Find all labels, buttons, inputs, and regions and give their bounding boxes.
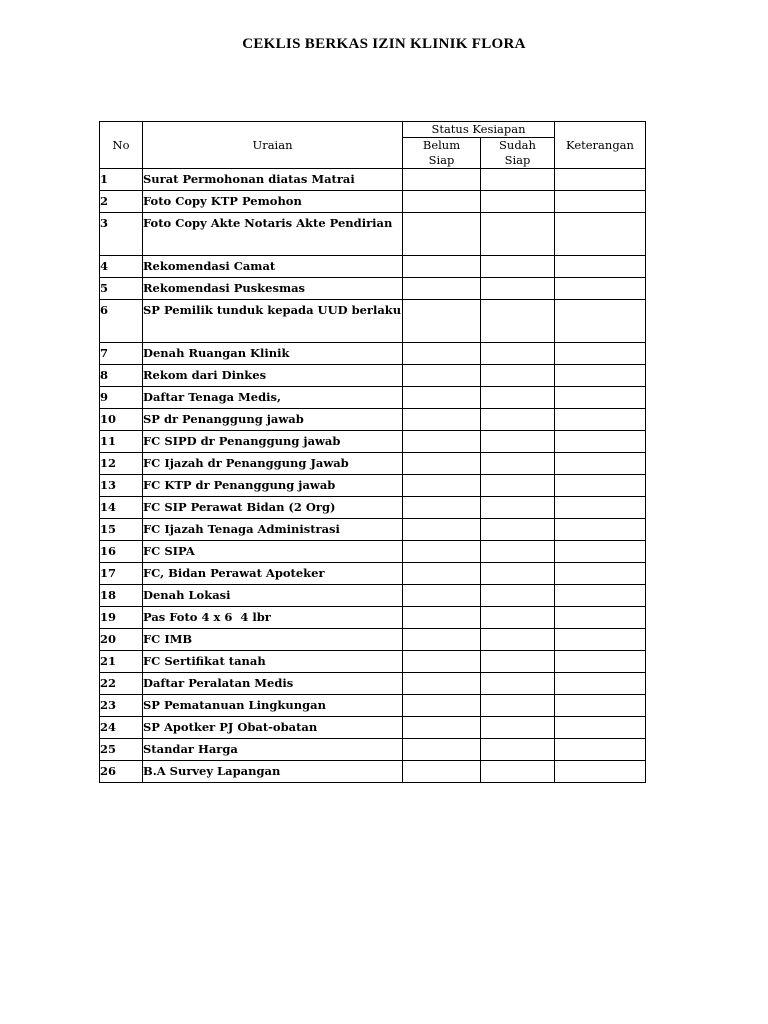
row-number: 2 [100,191,143,213]
keterangan-cell[interactable] [555,541,646,563]
sudah-siap-cell[interactable] [481,673,555,695]
belum-siap-cell[interactable] [403,387,481,409]
row-description: SP Pemilik tunduk kepada UUD berlaku [143,300,403,343]
table-row [100,453,646,475]
sudah-siap-cell[interactable] [481,278,555,300]
sudah-siap-cell[interactable] [481,343,555,365]
belum-siap-cell[interactable] [403,673,481,695]
row-number: 9 [100,387,143,409]
row-description: Daftar Peralatan Medis [143,673,403,695]
table-row [100,739,646,761]
row-number: 3 [100,213,143,256]
belum-siap-cell[interactable] [403,278,481,300]
keterangan-cell[interactable] [555,191,646,213]
belum-siap-cell[interactable] [403,300,481,343]
table-row [100,213,646,256]
belum-siap-cell[interactable] [403,256,481,278]
belum-siap-cell[interactable] [403,453,481,475]
keterangan-cell[interactable] [555,475,646,497]
sudah-siap-cell[interactable] [481,453,555,475]
sudah-siap-cell[interactable] [481,739,555,761]
keterangan-cell[interactable] [555,453,646,475]
row-description: Foto Copy KTP Pemohon [143,191,403,213]
row-description: FC SIPA [143,541,403,563]
row-number: 10 [100,409,143,431]
keterangan-cell[interactable] [555,739,646,761]
checklist-table [99,121,646,783]
keterangan-cell[interactable] [555,365,646,387]
table-row [100,629,646,651]
table-row [100,673,646,695]
table-row [100,191,646,213]
table-row [100,431,646,453]
belum-siap-cell[interactable] [403,629,481,651]
row-description: Denah Lokasi [143,585,403,607]
header-no: No [100,122,143,169]
row-description: FC Ijazah Tenaga Administrasi [143,519,403,541]
sudah-siap-cell[interactable] [481,191,555,213]
belum-siap-cell[interactable] [403,213,481,256]
row-description: Daftar Tenaga Medis, [143,387,403,409]
sudah-siap-cell[interactable] [481,761,555,783]
row-number: 19 [100,607,143,629]
table-row [100,563,646,585]
row-number: 18 [100,585,143,607]
row-description: FC Sertifikat tanah [143,651,403,673]
row-number: 21 [100,651,143,673]
belum-siap-cell[interactable] [403,607,481,629]
row-description: SP Apotker PJ Obat-obatan [143,717,403,739]
header-belum-line2: Siap [428,153,455,167]
sudah-siap-cell[interactable] [481,475,555,497]
row-number: 23 [100,695,143,717]
belum-siap-cell[interactable] [403,519,481,541]
belum-siap-cell[interactable] [403,695,481,717]
header-sudah-line2: Siap [504,153,531,167]
table-row [100,585,646,607]
table-row [100,651,646,673]
sudah-siap-cell[interactable] [481,365,555,387]
table-row [100,169,646,191]
row-description: FC KTP dr Penanggung jawab [143,475,403,497]
row-number: 13 [100,475,143,497]
belum-siap-cell[interactable] [403,431,481,453]
row-number: 17 [100,563,143,585]
table-row [100,497,646,519]
header-belum-line1: Belum [422,138,461,152]
keterangan-cell[interactable] [555,256,646,278]
belum-siap-cell[interactable] [403,717,481,739]
sudah-siap-cell[interactable] [481,431,555,453]
row-number: 14 [100,497,143,519]
keterangan-cell[interactable] [555,651,646,673]
keterangan-cell[interactable] [555,607,646,629]
sudah-siap-cell[interactable] [481,256,555,278]
belum-siap-cell[interactable] [403,739,481,761]
row-description: FC IMB [143,629,403,651]
belum-siap-cell[interactable] [403,169,481,191]
table-header [100,122,646,169]
row-description: Pas Foto 4 x 6 4 lbr [143,607,403,629]
keterangan-cell[interactable] [555,278,646,300]
keterangan-cell[interactable] [555,409,646,431]
row-description: Surat Permohonan diatas Matrai [143,169,403,191]
belum-siap-cell[interactable] [403,343,481,365]
table-row [100,475,646,497]
table-row [100,695,646,717]
keterangan-cell[interactable] [555,717,646,739]
keterangan-cell[interactable] [555,563,646,585]
row-number: 12 [100,453,143,475]
belum-siap-cell[interactable] [403,585,481,607]
page-title: CEKLIS BERKAS IZIN KLINIK FLORA [242,36,526,52]
table-row [100,278,646,300]
belum-siap-cell[interactable] [403,761,481,783]
belum-siap-cell[interactable] [403,563,481,585]
sudah-siap-cell[interactable] [481,717,555,739]
belum-siap-cell[interactable] [403,191,481,213]
belum-siap-cell[interactable] [403,365,481,387]
header-belum-siap [403,138,481,169]
row-number: 15 [100,519,143,541]
row-number: 24 [100,717,143,739]
keterangan-cell[interactable] [555,387,646,409]
keterangan-cell[interactable] [555,343,646,365]
table-row [100,343,646,365]
row-description: Rekomendasi Puskesmas [143,278,403,300]
row-number: 1 [100,169,143,191]
sudah-siap-cell[interactable] [481,409,555,431]
row-number: 11 [100,431,143,453]
header-keterangan: Keterangan [555,122,646,169]
table-row [100,409,646,431]
table-body [100,169,646,783]
table-row [100,717,646,739]
table-row [100,365,646,387]
sudah-siap-cell[interactable] [481,651,555,673]
row-number: 20 [100,629,143,651]
sudah-siap-cell[interactable] [481,300,555,343]
sudah-siap-cell[interactable] [481,213,555,256]
header-sudah-line1: Sudah [499,138,536,152]
keterangan-cell[interactable] [555,497,646,519]
row-number: 7 [100,343,143,365]
sudah-siap-cell[interactable] [481,585,555,607]
row-description: SP dr Penanggung jawab [143,409,403,431]
table-row [100,300,646,343]
sudah-siap-cell[interactable] [481,563,555,585]
table-row [100,761,646,783]
row-description: Rekom dari Dinkes [143,365,403,387]
keterangan-cell[interactable] [555,585,646,607]
sudah-siap-cell[interactable] [481,607,555,629]
header-status-kesiapan: Status Kesiapan [403,122,555,138]
belum-siap-cell[interactable] [403,497,481,519]
row-number: 4 [100,256,143,278]
keterangan-cell[interactable] [555,629,646,651]
sudah-siap-cell[interactable] [481,519,555,541]
table-row [100,387,646,409]
sudah-siap-cell[interactable] [481,169,555,191]
table-row [100,541,646,563]
row-number: 26 [100,761,143,783]
belum-siap-cell[interactable] [403,409,481,431]
belum-siap-cell[interactable] [403,475,481,497]
header-uraian: Uraian [143,122,403,169]
row-description: B.A Survey Lapangan [143,761,403,783]
sudah-siap-cell[interactable] [481,541,555,563]
row-description: Foto Copy Akte Notaris Akte Pendirian [143,213,403,256]
row-description: FC SIP Perawat Bidan (2 Org) [143,497,403,519]
row-number: 6 [100,300,143,343]
belum-siap-cell[interactable] [403,541,481,563]
belum-siap-cell[interactable] [403,651,481,673]
row-number: 22 [100,673,143,695]
keterangan-cell[interactable] [555,673,646,695]
row-description: FC Ijazah dr Penanggung Jawab [143,453,403,475]
sudah-siap-cell[interactable] [481,695,555,717]
row-number: 25 [100,739,143,761]
row-description: FC SIPD dr Penanggung jawab [143,431,403,453]
row-number: 8 [100,365,143,387]
row-description: Standar Harga [143,739,403,761]
row-description: SP Pematanuan Lingkungan [143,695,403,717]
keterangan-cell[interactable] [555,300,646,343]
sudah-siap-cell[interactable] [481,629,555,651]
table-row [100,256,646,278]
keterangan-cell[interactable] [555,213,646,256]
row-description: Denah Ruangan Klinik [143,343,403,365]
table-row [100,607,646,629]
row-description: FC, Bidan Perawat Apoteker [143,563,403,585]
keterangan-cell[interactable] [555,431,646,453]
sudah-siap-cell[interactable] [481,497,555,519]
keterangan-cell[interactable] [555,519,646,541]
keterangan-cell[interactable] [555,761,646,783]
keterangan-cell[interactable] [555,169,646,191]
header-sudah-siap [481,138,555,169]
row-description: Rekomendasi Camat [143,256,403,278]
keterangan-cell[interactable] [555,695,646,717]
row-number: 5 [100,278,143,300]
table-row [100,519,646,541]
row-number: 16 [100,541,143,563]
sudah-siap-cell[interactable] [481,387,555,409]
